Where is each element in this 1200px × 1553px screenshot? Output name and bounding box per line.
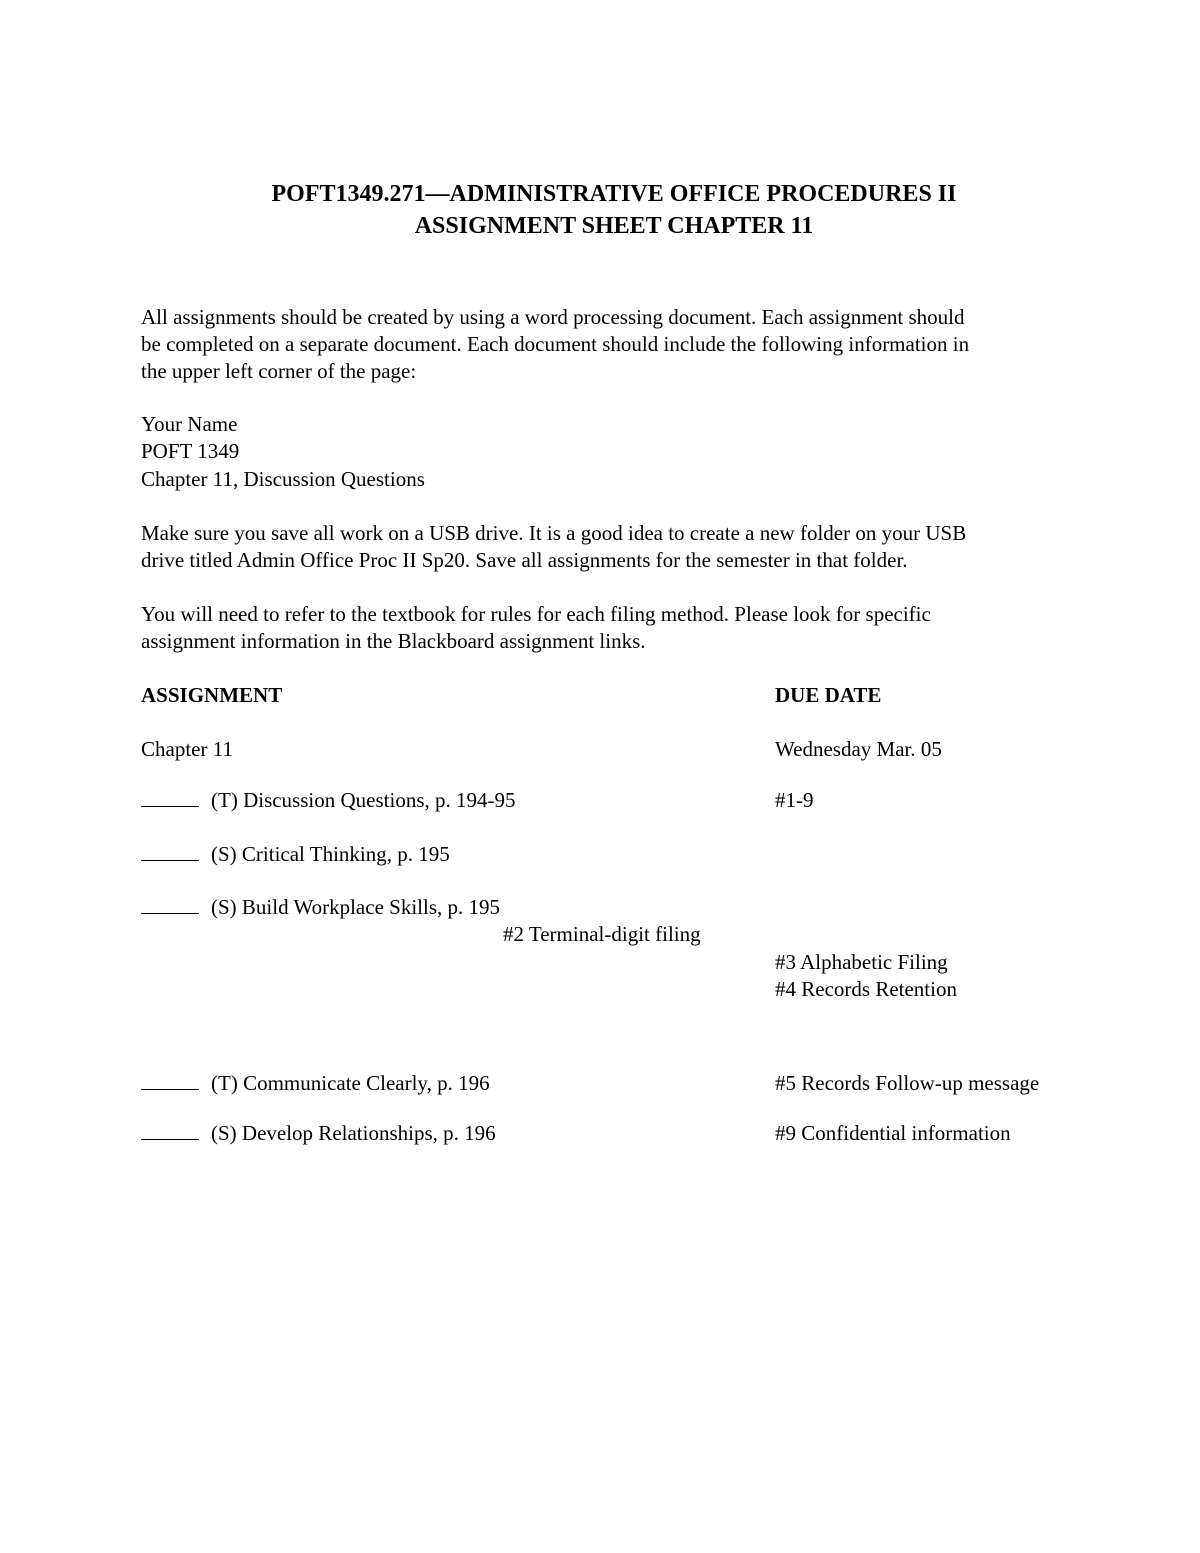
checkoff-blank xyxy=(141,1071,199,1090)
usb-note-line: Make sure you save all work on a USB drive. It is a good idea to create a new folder on your USB xyxy=(141,521,967,545)
textbook-note-line: assignment information in the Blackboard assignment links. xyxy=(141,629,646,653)
course-title: POFT1349.271—ADMINISTRATIVE OFFICE PROCEDURES II xyxy=(271,181,957,207)
assignment-detail: #4 Records Retention xyxy=(775,977,957,1001)
assignment-detail: #5 Records Follow-up message xyxy=(775,1071,1040,1095)
intro-line: be completed on a separate document. Each document should include the following information in xyxy=(141,332,970,356)
checkoff-blank xyxy=(141,1121,199,1140)
sheet-title: ASSIGNMENT SHEET CHAPTER 11 xyxy=(414,213,814,239)
assignment-label: (T) Discussion Questions, p. 194-95 xyxy=(211,788,516,812)
due-date-column-header: DUE DATE xyxy=(775,683,882,707)
chapter-label: Chapter 11 xyxy=(141,737,233,761)
assignment-label: (T) Communicate Clearly, p. 196 xyxy=(211,1071,490,1095)
assignment-label: (S) Critical Thinking, p. 195 xyxy=(211,842,450,866)
intro-line: All assignments should be created by using a word processing document. Each assignment should xyxy=(141,305,965,329)
assignment-detail: #3 Alphabetic Filing xyxy=(775,950,948,974)
assignment-item xyxy=(141,1120,496,1147)
checkoff-blank xyxy=(141,788,199,807)
textbook-note-line: You will need to refer to the textbook for rules for each filing method. Please look for specific xyxy=(141,602,931,626)
checkoff-blank xyxy=(141,895,199,914)
due-date: Wednesday Mar. 05 xyxy=(775,737,942,761)
assignment-column-header: ASSIGNMENT xyxy=(141,683,283,707)
assignment-item xyxy=(141,787,515,814)
assignment-item xyxy=(141,841,450,868)
info-line: POFT 1349 xyxy=(141,439,240,463)
intro-line: the upper left corner of the page: xyxy=(141,359,417,383)
usb-note-line: drive titled Admin Office Proc II Sp20. Save all assignments for the semester in that folder. xyxy=(141,548,908,572)
info-line: Your Name xyxy=(141,412,238,436)
assignment-detail: #1-9 xyxy=(775,788,814,812)
checkoff-blank xyxy=(141,842,199,861)
assignment-item xyxy=(141,1070,490,1097)
assignment-item xyxy=(141,894,500,921)
assignment-label: (S) Build Workplace Skills, p. 195 xyxy=(211,895,500,919)
info-line: Chapter 11, Discussion Questions xyxy=(141,467,425,491)
assignment-label: (S) Develop Relationships, p. 196 xyxy=(211,1121,496,1145)
assignment-detail: #9 Confidential information xyxy=(775,1121,1011,1145)
assignment-detail: #2 Terminal-digit filing xyxy=(503,922,701,946)
